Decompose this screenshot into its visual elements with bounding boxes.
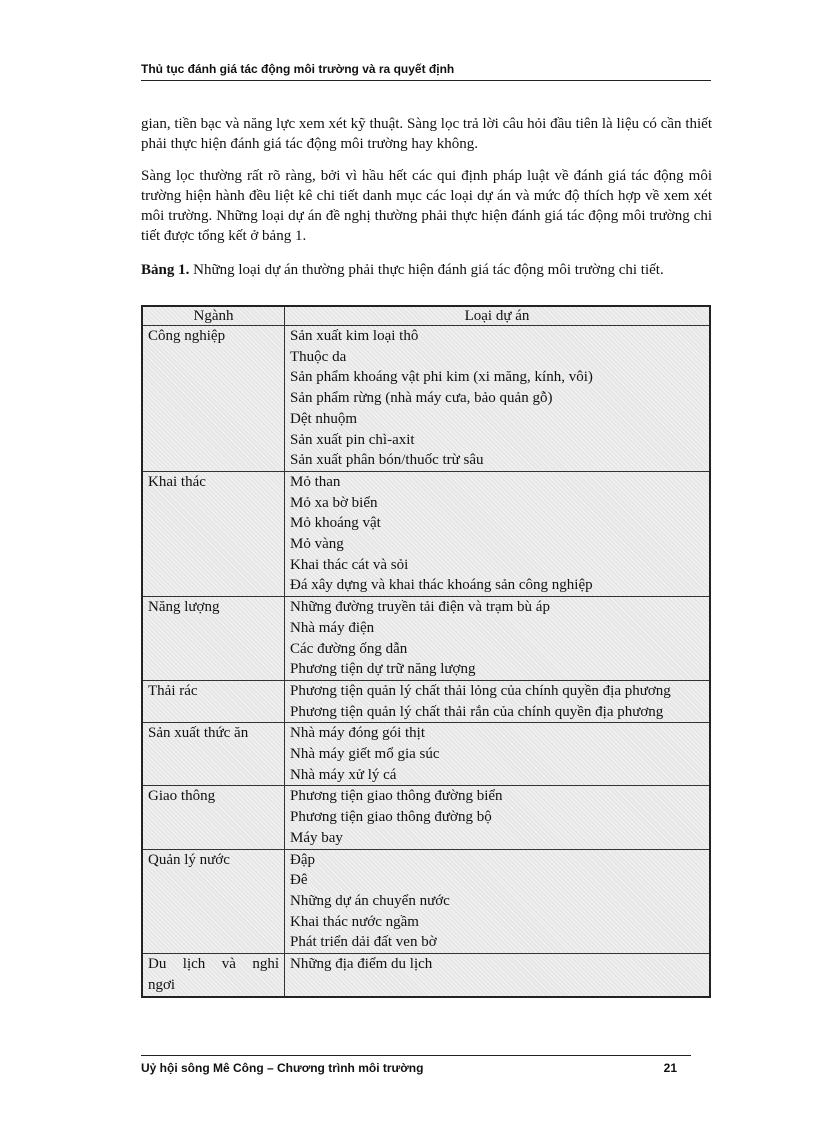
sector-cell: Công nghiệp	[142, 326, 285, 472]
project-item: Phương tiện quản lý chất thải rắn của chính quyền địa phương	[290, 703, 664, 720]
table-row	[142, 680, 710, 722]
projects-cell	[285, 597, 711, 681]
table-caption	[141, 260, 712, 280]
project-item: Phương tiện giao thông đường biển	[290, 788, 503, 805]
project-item: Dệt nhuộm	[290, 410, 358, 427]
footer-text: Uỷ hội sông Mê Công – Chương trình môi trường	[141, 1061, 424, 1075]
sector-cell: Khai thác	[142, 471, 285, 596]
project-item: Những dự án chuyển nước	[290, 892, 450, 909]
project-item: Mỏ khoáng vật	[290, 515, 381, 532]
project-item: Nhà máy giết mổ gia súc	[290, 746, 440, 763]
project-item: Mỏ vàng	[290, 536, 344, 553]
sector-cell: Thải rác	[142, 680, 285, 722]
table-row	[142, 954, 710, 997]
sector-cell: Năng lượng	[142, 597, 285, 681]
table-row	[142, 849, 710, 954]
paragraph-2: Sàng lọc thường rất rõ ràng, bởi vì hầu hết các qui định pháp luật về đánh giá tác động môi trường hiện hành đều liệt kê chi tiết danh mục các loại dự án và mức độ thích hợp về xem xét môi trường. Những loại dự án đề nghị thường phải thực hiện đánh giá tác động môi trường chi tiết được tổng kết ở bảng 1.	[141, 168, 712, 244]
projects-cell	[285, 680, 711, 722]
project-item: Đá xây dựng và khai thác khoáng sản công nghiệp	[290, 577, 593, 594]
table-row	[142, 723, 710, 786]
project-item: Sản xuất kim loại thô	[290, 328, 419, 344]
page-footer	[141, 1055, 691, 1075]
sector-line: ngơi	[148, 976, 176, 993]
project-item: Đập	[290, 851, 315, 868]
table-row	[142, 471, 710, 596]
page-number: 21	[663, 1061, 677, 1075]
table-row	[142, 786, 710, 849]
table-row	[142, 326, 710, 472]
project-item: Những địa điểm du lịch	[290, 956, 433, 973]
projects-cell	[285, 723, 711, 786]
project-item: Những đường truyền tải điện và trạm bù áp	[290, 599, 550, 616]
project-item: Thuộc da	[290, 348, 347, 365]
table-caption-text: Những loại dự án thường phải thực hiện đánh giá tác động môi trường chi tiết.	[193, 262, 664, 278]
projects-cell	[285, 786, 711, 849]
project-item: Khai thác nước ngầm	[290, 913, 419, 930]
header-project-type: Loại dự án	[285, 306, 711, 326]
projects-cell	[285, 954, 711, 997]
project-item: Phát triển dải đất ven bờ	[290, 934, 437, 951]
table-caption-label: Bảng 1.	[141, 262, 190, 278]
table-header-row	[142, 306, 710, 326]
project-item: Sản xuất phân bón/thuốc trừ sâu	[290, 452, 484, 469]
sector-cell: Giao thông	[142, 786, 285, 849]
project-types-table	[141, 305, 711, 998]
project-item: Nhà máy điện	[290, 619, 375, 636]
sector-cell	[142, 954, 285, 997]
sector-cell: Quản lý nước	[142, 849, 285, 954]
table-row	[142, 597, 710, 681]
sector-line: Du lịch và nghỉ	[148, 956, 279, 973]
paragraph-1: gian, tiền bạc và năng lực xem xét kỹ thuật. Sàng lọc trả lời câu hỏi đầu tiên là liệu có cần thiết phải thực hiện đánh giá tác động môi trường hay không.	[141, 116, 712, 152]
running-header: Thủ tục đánh giá tác động môi trường và ra quyết định	[141, 62, 711, 81]
project-item: Sản xuất pin chì-axit	[290, 431, 415, 448]
project-item: Sản phẩm rừng (nhà máy cưa, bảo quản gỗ)	[290, 390, 553, 407]
project-item: Đê	[290, 872, 308, 889]
projects-cell	[285, 326, 711, 472]
projects-cell	[285, 471, 711, 596]
project-item: Các đường ống dẫn	[290, 640, 408, 657]
project-item: Phương tiện quản lý chất thải lỏng của chính quyền địa phương	[290, 682, 671, 699]
project-item: Phương tiện giao thông đường bộ	[290, 809, 492, 826]
project-item: Mỏ xa bờ biển	[290, 494, 378, 511]
project-item: Nhà máy đóng gói thịt	[290, 725, 425, 742]
project-item: Nhà máy xử lý cá	[290, 766, 397, 783]
project-item: Máy bay	[290, 829, 343, 846]
project-item: Khai thác cát và sỏi	[290, 556, 409, 573]
sector-cell: Sản xuất thức ăn	[142, 723, 285, 786]
project-item: Mỏ than	[290, 473, 341, 490]
project-item: Phương tiện dự trữ năng lượng	[290, 661, 476, 678]
projects-cell	[285, 849, 711, 954]
header-sector: Ngành	[142, 306, 285, 326]
project-item: Sản phẩm khoáng vật phi kim (xi măng, kính, vôi)	[290, 369, 593, 386]
